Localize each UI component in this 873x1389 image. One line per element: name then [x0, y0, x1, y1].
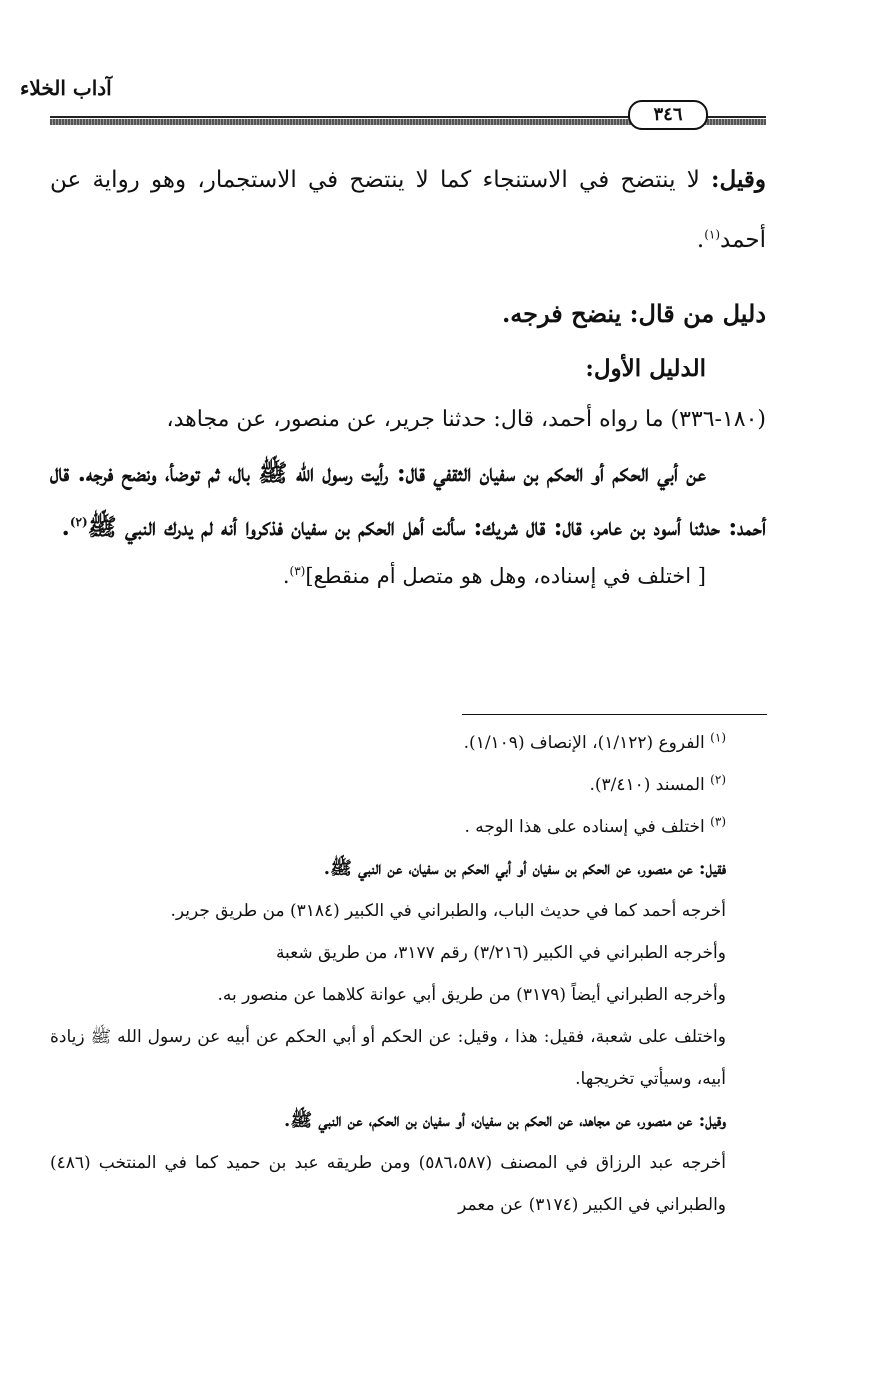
section-subheading: الدليل الأول: — [585, 355, 706, 382]
paragraph-text: لا ينتضح في الاستنجاء كما لا ينتضح في الاستجمار، وهو رواية عن أحمد — [50, 167, 766, 253]
footnote-3 — [50, 806, 726, 848]
page-number: ٣٤٦ — [628, 100, 708, 130]
footnote-3-number: (٣) — [710, 814, 726, 829]
footnote-3-source-2: وأخرجه الطبراني في الكبير (٣/٢١٦) رقم ٣١٧٧، من طريق شعبة — [275, 943, 726, 963]
footnote-ref-1: (١) — [704, 227, 721, 242]
footnote-separator — [462, 714, 767, 715]
footnote-1 — [50, 722, 726, 764]
footnote-1-number: (١) — [710, 730, 726, 745]
footnote-2-text: المسند (٣/٤١٠). — [589, 775, 705, 795]
paragraph-opinion: وقيل: لا ينتضح في الاستنجاء كما لا ينتضح في الاستجمار، وهو رواية عن أحمد$^{(١)}$. — [50, 166, 766, 253]
main-text — [50, 150, 766, 598]
footnotes — [50, 722, 766, 1226]
isnad-paragraph: (١٨٠-٣٣٦) ما رواه أحمد، قال: حدثنا جرير، عن منصور، عن مجاهد، — [166, 407, 766, 432]
footnote-3-source-4: واختلف على شعبة، فقيل: هذا ، وقيل: عن الحكم أو أبي الحكم عن أبيه عن رسول الله ﷺ زيادة أبيه، وسيأتي تخريجها. — [50, 1027, 726, 1089]
footnote-3-source-1: أخرجه أحمد كما في حديث الباب، والطبراني في الكبير (٣١٨٤) من طريق جرير. — [170, 901, 726, 921]
footnote-2-number: (٢) — [710, 772, 726, 787]
footnote-3-chain-a: فقيل: عن منصور، عن الحكم بن سفيان أو أبي الحكم بن سفيان، عن النبي ﷺ. — [323, 858, 726, 879]
footnote-2 — [50, 764, 726, 806]
footnote-3-source-5: أخرجه عبد الرزاق في المصنف (٥٨٦،٥٨٧) ومن طريقه عبد بن حميد كما في المنتخب (٤٨٦) والطبراني في الكبير (٣١٧٤) عن معمر — [50, 1153, 726, 1215]
hadith-paragraph: عن أبي الحكم أو الحكم بن سفيان الثقفي قال: رأيت رسول الله ﷺ بال، ثم توضأ، ونضح فرجه. قال أحمد: حدثنا أسود بن عامر، قال: قال شريك: سألت أهل الحكم بن سفيان فذكروا أنه لم يدرك النبي ﷺ$^{(٢)}$. — [50, 458, 766, 541]
hadith-text: عن أبي الحكم أو الحكم بن سفيان الثقفي قال: رأيت رسول الله ﷺ بال، ثم توضأ، ونضح فرجه. قال أحمد: حدثنا أسود بن عامر، قال: قال شريك: سألت أهل الحكم بن سفيان فذكروا أنه لم يدرك النبي ﷺ — [50, 458, 766, 541]
footnote-ref-3: (٣) — [289, 564, 306, 578]
grading-note-text: [ اختلف في إسناده، وهل هو متصل أم منقطع] — [305, 564, 706, 588]
footnote-3-source-3: وأخرجه الطبراني أيضاً (٣١٧٩) من طريق أبي عوانة كلاهما عن منصور به. — [217, 985, 726, 1005]
running-title: آداب الخلاء — [20, 76, 112, 100]
footnote-1-text: الفروع (١/١٢٢)، الإنصاف (١/١٠٩). — [463, 733, 705, 753]
footnote-3-chain-b: وقيل: عن منصور، عن مجاهد، عن الحكم بن سفيان، أو سفيان بن الحكم، عن النبي ﷺ. — [284, 1110, 726, 1131]
footnote-ref-2: (٢) — [69, 515, 88, 529]
grading-note: [ اختلف في إسناده، وهل هو متصل أم منقطع]$^{(٣)}$. — [282, 564, 706, 588]
paragraph-lead-word: وقيل: — [711, 166, 766, 193]
footnote-3-text: اختلف في إسناده على هذا الوجه . — [464, 817, 705, 837]
section-heading: دليل من قال: ينضح فرجه. — [501, 299, 766, 328]
